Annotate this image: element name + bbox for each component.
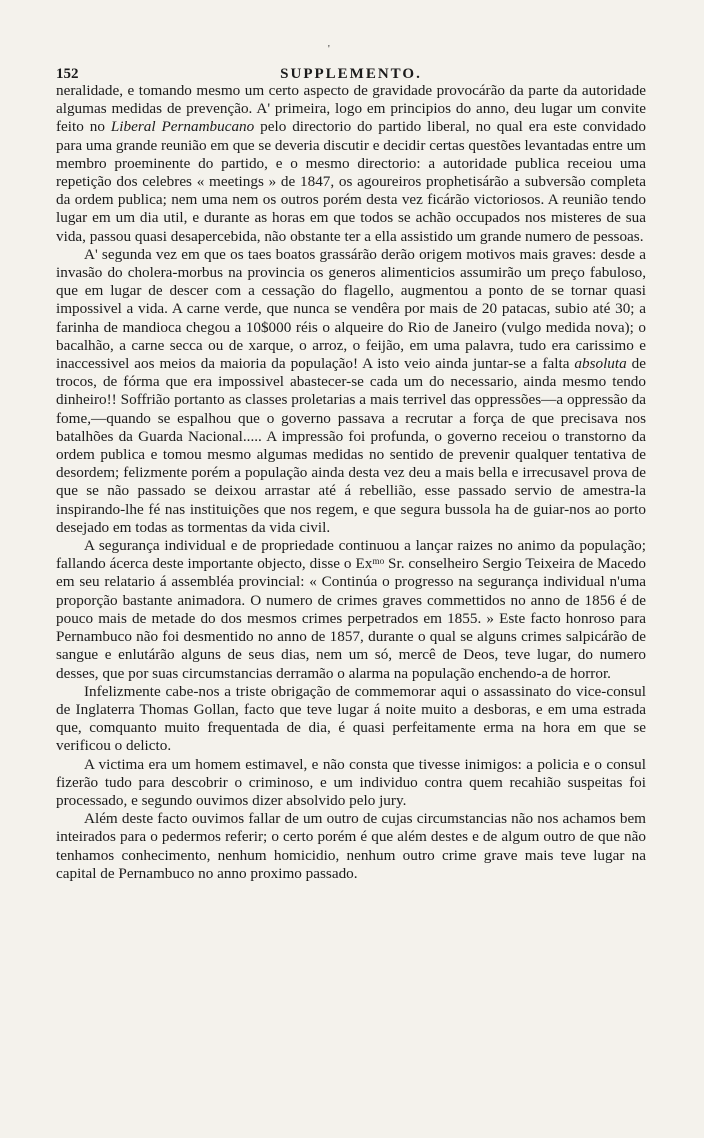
- text-run: Além deste facto ouvimos fallar de um outro de cujas circumstancias não nos achamos bem inteirados para o pedermos referir; o certo porém é que além destes e de algum outro de que não tenhamos conhecimento, nenhum homicidio, nenhum outro crime grave mais teve lugar na capital de Pernambuco no anno proximo passado.: [56, 810, 646, 882]
- paragraph-4: [56, 683, 646, 756]
- paragraph-5: [56, 756, 646, 811]
- text-run: A segurança individual e de propriedade continuou a lançar raizes no animo da população; fallando ácerca deste importante objecto, disse o Exᵐᵒ Sr. conselheiro Sergio Teixeira de Macedo em seu relatario á assembléa provincial: « Continúa o progresso na segurança individual n'uma proporção bastante animadora. O numero de crimes graves commettidos no anno de 1856 é de pouco mais de metade do dos mesmos crimes perpetrados em 1855. » Este facto honroso para Pernambuco não foi desmentido no anno de 1857, durante o qual se alguns crimes salpicárão de sangue e enlutárão alguns de seus dias, nem um só, mercê de Deos, teve lugar, do numero desses, que por suas circumstancias derramão o alarma na população enchendo-a de horror.: [56, 537, 646, 682]
- text-run: de trocos, de fórma que era impossivel abastecer-se cada um do necessario, ainda mesmo tendo dinheiro!! Soffrião portanto as classes proletarias a mais terrivel das oppressões—a oppressão da fome,—quando se espalhou que o governo passava a recrutar a força de que precisava nos batalhões da Guarda Nacional..... A impressão foi profunda, o governo receiou o transtorno da ordem publica e tomou mesmo algumas medidas no sentido de prevenir qualquer tentativa de desordem; felizmente porém a população ainda desta vez deu a mais bella e irrecusavel prova de que se não passado se deixou arrastar até á rebellião, esse passado servio de amestra-la inspirando-lhe fé nas instituições que nos regem, e que segura bussola ha de guiar-nos ao porto desejado em todas as tormentas da vida civil.: [56, 355, 646, 536]
- page-header: [56, 44, 646, 82]
- italic-text: Liberal Pernambucano: [110, 118, 255, 136]
- page-number: 152: [56, 66, 79, 82]
- text-run: neralidade, e tomando mesmo um certo aspecto de gravidade provocárão da parte da autoridade algumas medidas de prevenção. A' primeira, logo em principios do anno, deu lugar um convite feito no: [56, 82, 646, 136]
- document-page: [56, 44, 646, 883]
- paragraph-6: [56, 810, 646, 883]
- text-run: pelo directorio do partido liberal, no qual era este convidado para uma grande reunião em que se deveria discutir e decidir certas questões levantadas entre um membro proeminente do partido, e o mesmo directorio: a autoridade publica receiou uma repetição dos celebres « meetings » de 1847, os agoureiros prophetisárão a subversão completa da ordem publica; nem uma nem os outros porém desta vez ficárão victoriosos. A reunião tendo lugar em um dia util, e durante as horas em que todos se achão occupados nos misteres de sua vida, passou quasi desapercebida, não obstante ter a ella assistido um grande numero de pessoas.: [56, 118, 646, 245]
- body-text: [56, 82, 646, 883]
- running-title: SUPPLEMENTO.: [280, 66, 422, 82]
- print-mark: ': [328, 44, 330, 55]
- italic-text: absoluta: [574, 355, 627, 373]
- paragraph-2: [56, 246, 646, 537]
- text-run: Infelizmente cabe-nos a triste obrigação de commemorar aqui o assassinato do vice-consul de Inglaterra Thomas Gollan, facto que teve lugar á noite muito a desboras, e em uma estrada que, comquanto muito frequentada de dia, é quasi perfeitamente erma na hora em que se verificou o delicto.: [56, 682, 646, 755]
- text-run: A' segunda vez em que os taes boatos grassárão derão origem motivos mais graves: desde a invasão do cholera-morbus na provincia os generos alimenticios assumirão um preço fabuloso, que em lugar de descer com a cessação do flagello, augmentou a ponto de se tornar quasi impossivel a vida. A carne verde, que nunca se vendêra por mais de 20 patacas, subio até 30; a farinha de mandioca chegou a 10$000 réis o alqueire do Rio de Janeiro (vulgo medida nova); o bacalhão, a carne secca ou de xarque, o arroz, o feijão, em uma palavra, tudo era carissimo e inaccessivel aos meios da maioria da população! A isto veio ainda juntar-se a falta: [56, 245, 646, 373]
- text-run: A victima era um homem estimavel, e não consta que tivesse inimigos: a policia e o consul fizerão tudo para descobrir o criminoso, e um individuo contra quem recahião suspeitas foi processado, e segundo ouvimos dizer absolvido pelo jury.: [56, 755, 646, 809]
- paragraph-3: [56, 537, 646, 683]
- paragraph-1: [56, 82, 646, 246]
